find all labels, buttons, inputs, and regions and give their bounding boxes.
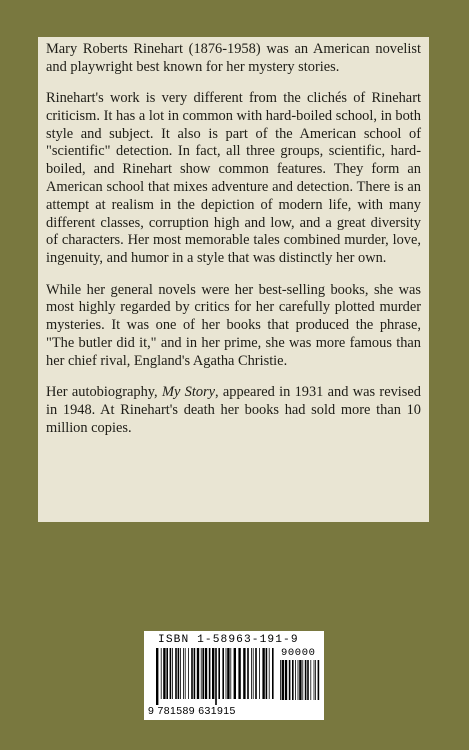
isbn-label: ISBN 1-58963-191-9 — [158, 634, 299, 646]
description-panel — [38, 37, 429, 522]
barcode-bar — [255, 648, 257, 699]
barcode-bar — [295, 660, 296, 700]
barcode-bar — [227, 648, 229, 699]
barcode-bar — [318, 660, 320, 700]
barcode-bar — [212, 648, 214, 699]
autobiography-title: My Story — [161, 384, 215, 401]
barcode-bar — [285, 660, 287, 700]
barcode-bar — [188, 648, 189, 699]
barcode-bar — [209, 648, 211, 699]
barcode-bar — [163, 648, 165, 699]
barcode-bar — [166, 648, 168, 699]
barcode-bar — [307, 660, 309, 700]
barcode-bar — [175, 648, 177, 699]
barcode-bar — [234, 648, 236, 699]
paragraph-criticism: Rinehart's work is very different from the clichés of Rinehart criticism. It has a lot in common with hard-boiled school, in both style and subject. It also is part of the American school of "scientific" detection. In fact, all three groups, scientific, hard-boiled, and Rinehart show common features. They form an American school that mixes adventure and detection. There is an attempt at realism in the depiction of modern life, with many different classes, corruption high and low, and a great diversity of characters. Her most memorable tales combined murder, love, ingenuity, and humor in a style that was distinctly her own. — [46, 90, 421, 267]
barcode-bar — [298, 660, 299, 700]
barcode-bar — [194, 648, 196, 699]
barcode-bar — [305, 660, 307, 700]
barcode-bar — [178, 648, 180, 699]
barcode-bar — [185, 648, 186, 699]
barcode-bar — [247, 648, 249, 699]
autobiography-text-after: , appeared in 1931 and was revised in 1948. At Rinehart's death her books had sold more than 10 million copies. — [46, 384, 421, 436]
barcode-bar — [222, 648, 224, 699]
barcode-bar — [205, 648, 207, 699]
barcode-bar — [292, 660, 294, 700]
barcode-bar — [289, 660, 291, 700]
barcode-bar — [230, 648, 231, 699]
barcode-bar — [282, 660, 284, 700]
barcode-bar — [201, 648, 202, 699]
barcode-bar — [259, 648, 260, 699]
barcode-bar — [253, 648, 254, 699]
barcode-bar — [218, 648, 220, 699]
barcode-bar — [310, 660, 311, 700]
barcode-bar — [191, 648, 193, 699]
barcode-bar — [170, 648, 172, 699]
autobiography-text-before: Her autobiography, — [46, 384, 162, 401]
barcode-bar — [161, 648, 162, 699]
barcode-bar — [215, 648, 217, 705]
barcode-bar — [197, 648, 199, 699]
paragraph-autobiography — [46, 384, 421, 437]
barcode-bar — [251, 648, 252, 699]
barcode-bar — [238, 648, 240, 699]
paragraph-reputation: While her general novels were her best-selling books, she was most highly regarded by critics for her carefully plotted murder mysteries. It was one of her books that produced the phrase, "The butler did it," and in her prime, she was more famous than her chief rival, England's Agatha Christie. — [46, 281, 421, 369]
barcode-bar — [262, 648, 264, 699]
barcode-bar — [226, 648, 227, 699]
barcode-bar — [156, 648, 158, 705]
barcode-bar — [269, 648, 270, 699]
barcode-digits: 9 781589 631915 — [148, 705, 236, 717]
barcode-bar — [315, 660, 316, 700]
barcode-bar — [302, 660, 303, 700]
barcode-bar — [172, 648, 173, 699]
ean-barcode-bars — [156, 648, 276, 705]
barcode-bar — [266, 648, 268, 699]
barcode-bar — [299, 660, 301, 700]
barcode-bar — [272, 648, 274, 699]
isbn-barcode — [144, 631, 324, 720]
barcode-bar — [243, 648, 245, 699]
barcode-bar — [202, 648, 204, 699]
addon-barcode-bars — [280, 660, 320, 706]
paragraph-intro: Mary Roberts Rinehart (1876-1958) was an American novelist and playwright best known for her mystery stories. — [46, 41, 421, 75]
barcode-bar — [183, 648, 184, 699]
barcode-bar — [280, 660, 281, 700]
barcode-bar — [180, 648, 181, 699]
price-code: 90000 — [281, 647, 316, 659]
barcode-bar — [314, 660, 315, 700]
